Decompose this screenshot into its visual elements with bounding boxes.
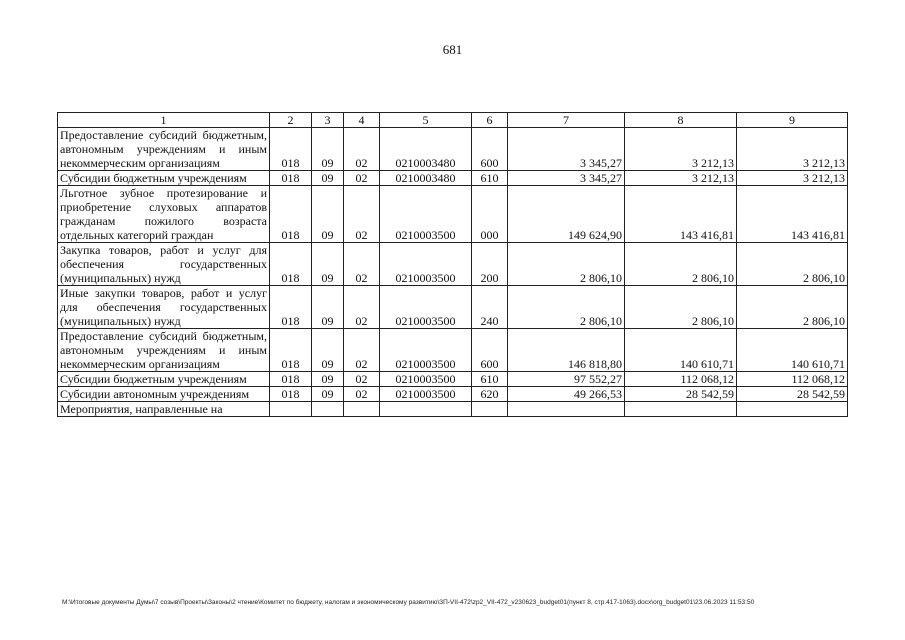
subsection-code: 02 — [344, 286, 380, 329]
amount-col9: 112 068,12 — [737, 372, 848, 387]
table-row — [58, 171, 848, 186]
table-row — [58, 243, 848, 286]
ministry-code: 018 — [270, 286, 312, 329]
table-row — [58, 387, 848, 402]
amount-col8 — [625, 402, 737, 417]
ministry-code: 018 — [270, 186, 312, 243]
column-header: 4 — [344, 113, 380, 128]
amount-col8: 143 416,81 — [625, 186, 737, 243]
ministry-code: 018 — [270, 128, 312, 171]
amount-col7: 3 345,27 — [508, 171, 625, 186]
expense-type-code — [472, 402, 508, 417]
expense-type-code: 610 — [472, 372, 508, 387]
column-header: 6 — [472, 113, 508, 128]
amount-col8: 3 212,13 — [625, 128, 737, 171]
amount-col8: 28 542,59 — [625, 387, 737, 402]
amount-col9: 3 212,13 — [737, 128, 848, 171]
amount-col7 — [508, 402, 625, 417]
row-name: Иные закупки товаров, работ и услуг для обеспечения государственных (муниципальных) нужд — [58, 286, 270, 329]
subsection-code — [344, 402, 380, 417]
expense-type-code: 600 — [472, 329, 508, 372]
target-article-code: 0210003480 — [380, 128, 472, 171]
section-code: 09 — [312, 243, 344, 286]
target-article-code: 0210003500 — [380, 329, 472, 372]
column-header: 2 — [270, 113, 312, 128]
ministry-code — [270, 402, 312, 417]
amount-col8: 112 068,12 — [625, 372, 737, 387]
amount-col8: 2 806,10 — [625, 286, 737, 329]
amount-col7: 3 345,27 — [508, 128, 625, 171]
column-header: 1 — [58, 113, 270, 128]
column-header: 5 — [380, 113, 472, 128]
table-row — [58, 286, 848, 329]
amount-col8: 2 806,10 — [625, 243, 737, 286]
row-name: Предоставление субсидий бюджетным, автономным учреждениям и иным некоммерческим организациям — [58, 329, 270, 372]
amount-col7: 97 552,27 — [508, 372, 625, 387]
subsection-code: 02 — [344, 243, 380, 286]
amount-col8: 3 212,13 — [625, 171, 737, 186]
row-name: Субсидии бюджетным учреждениям — [58, 171, 270, 186]
section-code: 09 — [312, 387, 344, 402]
target-article-code: 0210003500 — [380, 186, 472, 243]
row-name: Льготное зубное протезирование и приобретение слуховых аппаратов гражданам пожилого возраста отдельных категорий граждан — [58, 186, 270, 243]
section-code: 09 — [312, 329, 344, 372]
ministry-code: 018 — [270, 243, 312, 286]
target-article-code — [380, 402, 472, 417]
column-header: 9 — [737, 113, 848, 128]
table-row — [58, 186, 848, 243]
row-name: Субсидии бюджетным учреждениям — [58, 372, 270, 387]
amount-col7: 146 818,80 — [508, 329, 625, 372]
target-article-code: 0210003500 — [380, 372, 472, 387]
target-article-code: 0210003480 — [380, 171, 472, 186]
section-code: 09 — [312, 286, 344, 329]
column-header: 8 — [625, 113, 737, 128]
row-name: Субсидии автономным учреждениям — [58, 387, 270, 402]
subsection-code: 02 — [344, 186, 380, 243]
subsection-code: 02 — [344, 128, 380, 171]
table-row — [58, 329, 848, 372]
ministry-code: 018 — [270, 387, 312, 402]
section-code: 09 — [312, 171, 344, 186]
amount-col7: 2 806,10 — [508, 286, 625, 329]
section-code: 09 — [312, 186, 344, 243]
column-header: 7 — [508, 113, 625, 128]
amount-col7: 149 624,90 — [508, 186, 625, 243]
amount-col9: 140 610,71 — [737, 329, 848, 372]
amount-col9: 3 212,13 — [737, 171, 848, 186]
row-name: Закупка товаров, работ и услуг для обеспечения государственных (муниципальных) нужд — [58, 243, 270, 286]
row-name: Мероприятия, направленные на — [58, 402, 270, 417]
target-article-code: 0210003500 — [380, 286, 472, 329]
ministry-code: 018 — [270, 372, 312, 387]
subsection-code: 02 — [344, 329, 380, 372]
section-code: 09 — [312, 372, 344, 387]
section-code: 09 — [312, 128, 344, 171]
expense-type-code: 600 — [472, 128, 508, 171]
amount-col8: 140 610,71 — [625, 329, 737, 372]
table-row — [58, 128, 848, 171]
amount-col7: 49 266,53 — [508, 387, 625, 402]
section-code — [312, 402, 344, 417]
amount-col9: 2 806,10 — [737, 286, 848, 329]
column-header: 3 — [312, 113, 344, 128]
ministry-code: 018 — [270, 329, 312, 372]
budget-table — [57, 112, 848, 417]
expense-type-code: 200 — [472, 243, 508, 286]
expense-type-code: 000 — [472, 186, 508, 243]
amount-col7: 2 806,10 — [508, 243, 625, 286]
expense-type-code: 610 — [472, 171, 508, 186]
subsection-code: 02 — [344, 171, 380, 186]
page-number: 681 — [442, 42, 463, 57]
target-article-code: 0210003500 — [380, 387, 472, 402]
table-row — [58, 372, 848, 387]
expense-type-code: 240 — [472, 286, 508, 329]
amount-col9: 28 542,59 — [737, 387, 848, 402]
table-row — [58, 402, 848, 417]
file-path-footer: M:\Итоговые документы Думы\7 созыв\Проекты\Законы\2 чтение\Комитет по бюджету, налогам и экономическому развитию\ЗП-VII-472\zp2_VII-472_v230623_budget01(пункт 8, стр.417-1063).docx\org_budget01\23.06.2023 11:53:50 — [62, 599, 755, 606]
amount-col9: 143 416,81 — [737, 186, 848, 243]
table-header-row — [58, 113, 848, 128]
amount-col9: 2 806,10 — [737, 243, 848, 286]
expense-type-code: 620 — [472, 387, 508, 402]
target-article-code: 0210003500 — [380, 243, 472, 286]
ministry-code: 018 — [270, 171, 312, 186]
amount-col9 — [737, 402, 848, 417]
subsection-code: 02 — [344, 387, 380, 402]
subsection-code: 02 — [344, 372, 380, 387]
row-name: Предоставление субсидий бюджетным, автономным учреждениям и иным некоммерческим организациям — [58, 128, 270, 171]
